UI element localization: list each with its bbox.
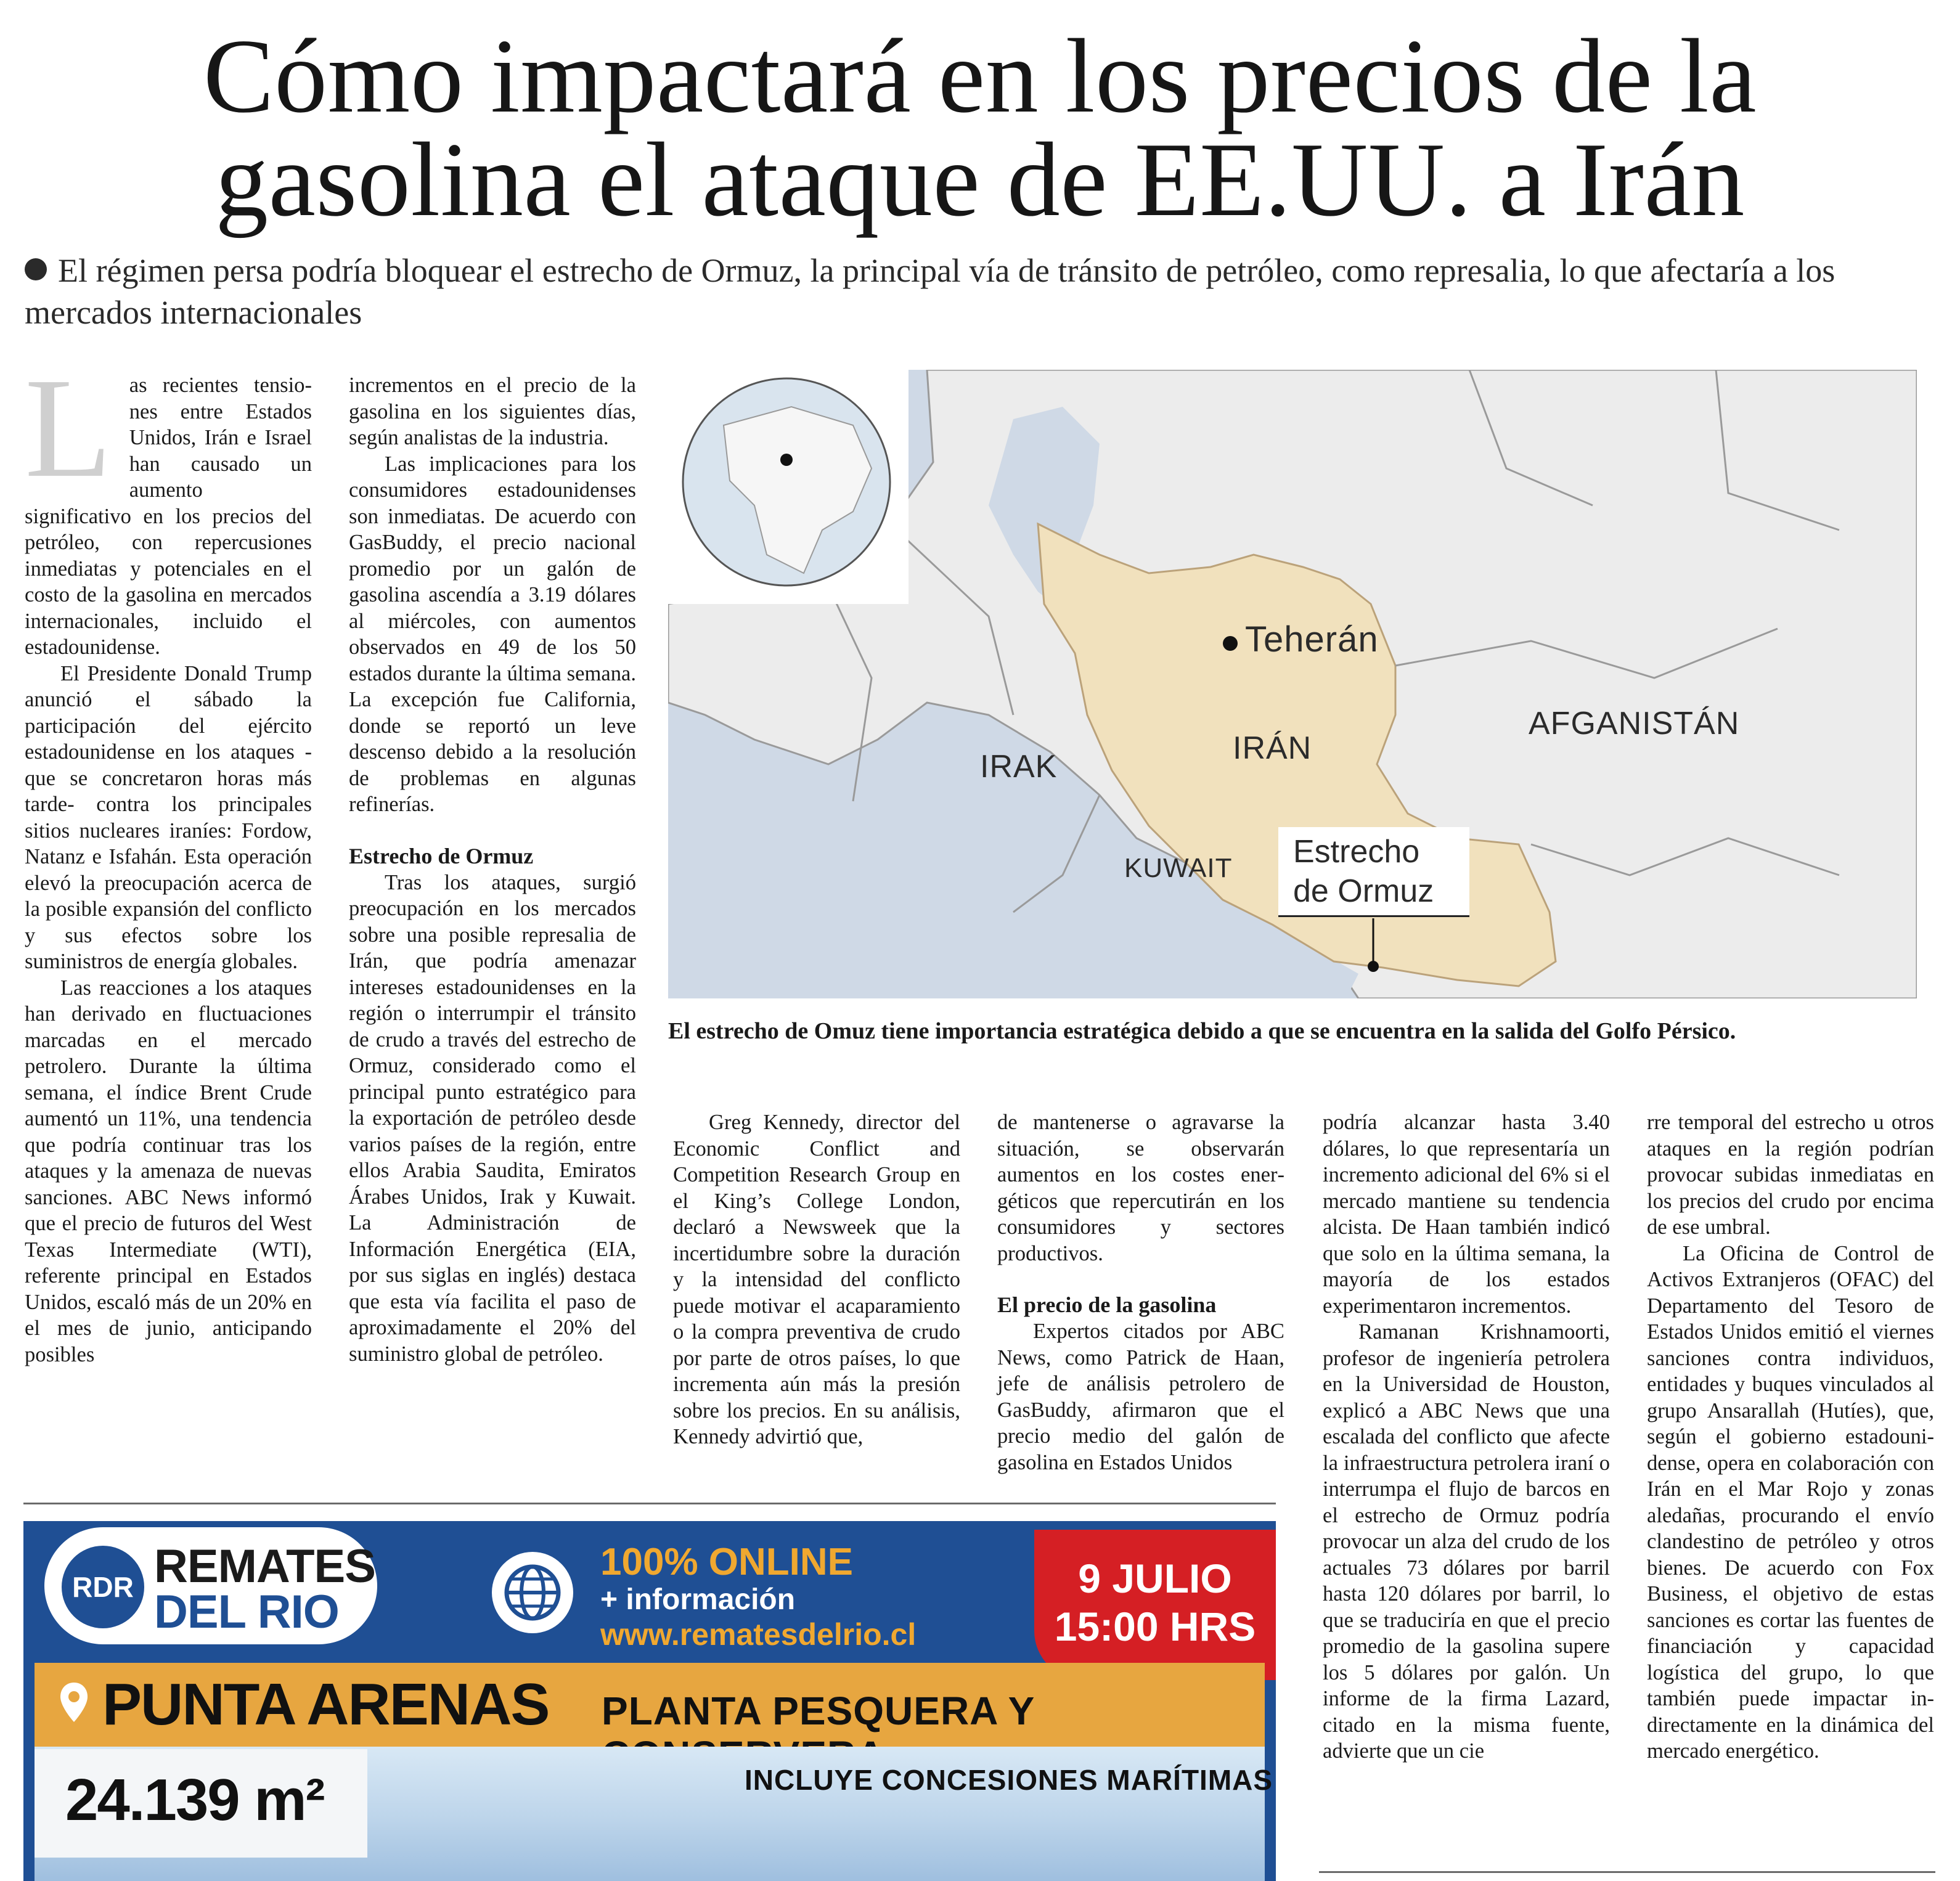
headline-line2: gasolina el ataque de EE.UU. a Irán — [215, 121, 1745, 239]
column-3 — [673, 1109, 960, 1450]
col1-paragraph-3: Las reacciones a los ataques han derivado en fluctuaciones marcadas en el mercado petrolero. Durante la última semana, el índice Brent Crude aumentó un 11%, una tendencia que podría continuar tras los ataques y la amenaza de nuevas sanciones. ABC News informó que el precio de futuros del West Texas Intermediate (WTI), referente principal en Estados Unidos, escaló más de un 20% en el mes de junio, anticipando posibles — [25, 976, 312, 1366]
column-1 — [25, 349, 312, 1368]
ad-city: PUNTA ARENAS — [102, 1671, 549, 1737]
ad-top-rule — [23, 1503, 1276, 1504]
ad-info: + información — [600, 1583, 796, 1616]
col5-paragraph-2: Ramanan Krishnamoorti, profesor de ingeniería petrolera en la Universidad de Houston, explicó a ABC News que una escalada del conflicto que afecte la infraestructura petrolera iraní o interrumpa el flujo de barcos en el estrecho de Ormuz podría provocar un alza del crudo de los actuales 73 dólares por barril hasta 120 dólares por barril, lo que se traduciría en que el precio promedio de la gasolina supere los 5 dólares por galón. Un informe de la firma Lazard, citado en la misma fuente, advierte que un cie — [1323, 1320, 1610, 1763]
col2-paragraph-3: Tras los ataques, surgió preocupación en los mercados sobre una posible represalia de Irán, que podría amenazar intereses estadounidenses en la región o interrumpir el tránsito de crudo a través del estrecho de Ormuz, considerado como el principal punto estratégico para la exportación de petróleo desde varios países de la región, entre ellos Arabia Saudita, Emiratos Árabes Unidos, Irak y Kuwait. La Administración de Información Energética (EIA, por sus siglas en inglés) destaca que esta vía facilita el paso de aproximadamente el 20% del suministro global de petróleo. — [349, 870, 636, 1366]
ad-area-box — [35, 1749, 367, 1858]
strait-label-line2: de Ormuz — [1293, 873, 1434, 909]
ad-logo — [44, 1527, 377, 1644]
ad-date: 9 JULIO — [1078, 1556, 1232, 1601]
col2-paragraph-2: Las implicaciones para los consumidores estadounidenses son inmediatas. De acuerdo con GasBuddy, el precio nacional promedio por un galón de gasolina ascendía a 3.19 dólares al miércoles, con aumentos observados en 49 de los 50 estados durante la última semana. La excepción fue California, donde se reportó un leve descenso debido a la resolución de problemas en algunas refinerías. — [349, 452, 636, 816]
strait-dot — [1368, 961, 1379, 972]
subhead-text: El régimen persa podría bloquear el estrecho de Ormuz, la principal vía de tránsito de petróleo, como represalia, lo que afectaría a los mercados internacionales — [25, 252, 1835, 331]
globe-icon — [492, 1552, 573, 1633]
column-6 — [1647, 1109, 1934, 1765]
col4-paragraph-1: de mantenerse o agravarse la situación, se observarán aumentos en los costes energéticos que repercutirán en los consumidores y sectores productivos. — [997, 1111, 1284, 1265]
column-2 — [349, 372, 636, 1367]
headline — [0, 18, 1960, 239]
subhead — [25, 250, 1935, 333]
globe-marker — [780, 454, 793, 466]
ad-logo-badge: RDR — [62, 1546, 144, 1628]
col6-paragraph-1: rre temporal del estrecho u otros ataques en la región podrían provocar subidas inmediatas en los precios del crudo por encima de ese umbral. — [1647, 1111, 1934, 1239]
map-iran — [668, 370, 1917, 998]
ad-logo-line1: REMATES — [154, 1540, 375, 1593]
bullet-icon — [25, 258, 47, 280]
ad-area: 24.139 m² — [65, 1767, 324, 1833]
label-afganistan: AFGANISTÁN — [1529, 706, 1740, 741]
subheading-estrecho: Estrecho de Ormuz — [349, 843, 534, 868]
col6-paragraph-2: La Oficina de Control de Activos Extranjeros (OFAC) del Departamento del Tesoro de Estados Unidos emitió el viernes sanciones contra individuos, entidades y buques vinculados al grupo Ansarallah (Hutíes), que, según el gobierno estadounidense, opera en colaboración con Irán en el Mar Rojo y zonas aledañas, procurando el envío clandestino de petróleo y otros bienes. De acuerdo con Fox Business, el objetivo de estas sanciones es cortar las fuentes de financiación y capacidad logística del grupo, lo que también puede impactar indirectamente en la dinámica del mercado energético. — [1647, 1241, 1934, 1763]
location-pin-icon — [59, 1681, 89, 1723]
col2-paragraph-1: incrementos en el precio de la gasolina en los siguientes días, según analistas de la industria. — [349, 373, 636, 449]
ad-location-bar — [35, 1663, 1265, 1747]
teheran-dot — [1223, 636, 1238, 651]
ad-concessions: INCLUYE CONCESIONES MARÍTIMAS — [745, 1764, 1273, 1796]
advertisement[interactable] — [23, 1521, 1276, 1881]
ad-date-box — [1034, 1530, 1276, 1680]
ad-logo-line2: DEL RIO — [154, 1586, 339, 1638]
label-teheran: Teherán — [1245, 619, 1379, 659]
ad-url-link[interactable]: www.rematesdelrio.cl — [600, 1617, 917, 1652]
label-kuwait: KUWAIT — [1124, 853, 1233, 883]
col3-paragraph-1: Greg Kennedy, director del Economic Conflict and Competition Research Group en el King’s College London, declaró a Newsweek que la incertidumbre sobre la duración y la intensidad del conflicto puede motivar el acaparamiento o la compra preventiva de crudo por parte de otros países, lo que incrementa aún más la presión sobre los precios. En su análisis, Kennedy advirtió que, — [673, 1111, 960, 1448]
drop-cap: L — [25, 349, 112, 507]
ad-time: 15:00 HRS — [1054, 1604, 1256, 1649]
col5-paragraph-1: podría alcanzar hasta 3.40 dólares, lo que representaría un incremento adicional del 6% si el mercado mantiene su tendencia alcista. De Haan también indicó que solo en la última semana, la mayoría de los estados experimentaron incrementos. — [1323, 1111, 1610, 1318]
col1-paragraph-1: as recientes tensiones entre Estados Unidos, Irán e Israel han causado un aumento significativo en los precios del petróleo, con repercusiones inmediatas y potenciales en el costo de la gasolina en mercados internacionales, incluido el estadounidense. — [25, 373, 312, 659]
col4-paragraph-2: Expertos citados por ABC News, como Patrick de Haan, jefe de análisis petrolero de GasBuddy, afirmaron que el precio medio del galón de gasolina en Estados Unidos — [997, 1320, 1284, 1474]
ad-online: 100% ONLINE — [600, 1541, 854, 1583]
column-4 — [997, 1109, 1284, 1475]
subheading-precio: El precio de la gasolina — [997, 1292, 1217, 1317]
strait-label-box — [1278, 827, 1469, 917]
label-irak: IRAK — [980, 749, 1058, 785]
column-5 — [1323, 1109, 1610, 1765]
bottom-rule — [1319, 1871, 1935, 1873]
label-iran: IRÁN — [1233, 730, 1312, 766]
map-caption: El estrecho de Omuz tiene importancia estratégica debido a que se encuentra en la salida del Golfo Pérsico. — [668, 1018, 1736, 1044]
headline-line1: Cómo impactará en los precios de la — [203, 18, 1757, 135]
col1-paragraph-2: El Presidente Donald Trump anunció el sábado la participación del ejército estadounidense en los ataques -que se concretaron horas más tarde- contra los principales sitios nucleares iraníes: Fordow, Natanz e Isfahán. Esta operación elevó la preocupación acerca de la posible expansión del conflicto y sus efectos sobre los suministros de energía globales. — [25, 661, 312, 973]
ad-plant: PLANTA PESQUERA Y — [602, 1689, 1035, 1733]
strait-label-line1: Estrecho — [1293, 834, 1420, 870]
